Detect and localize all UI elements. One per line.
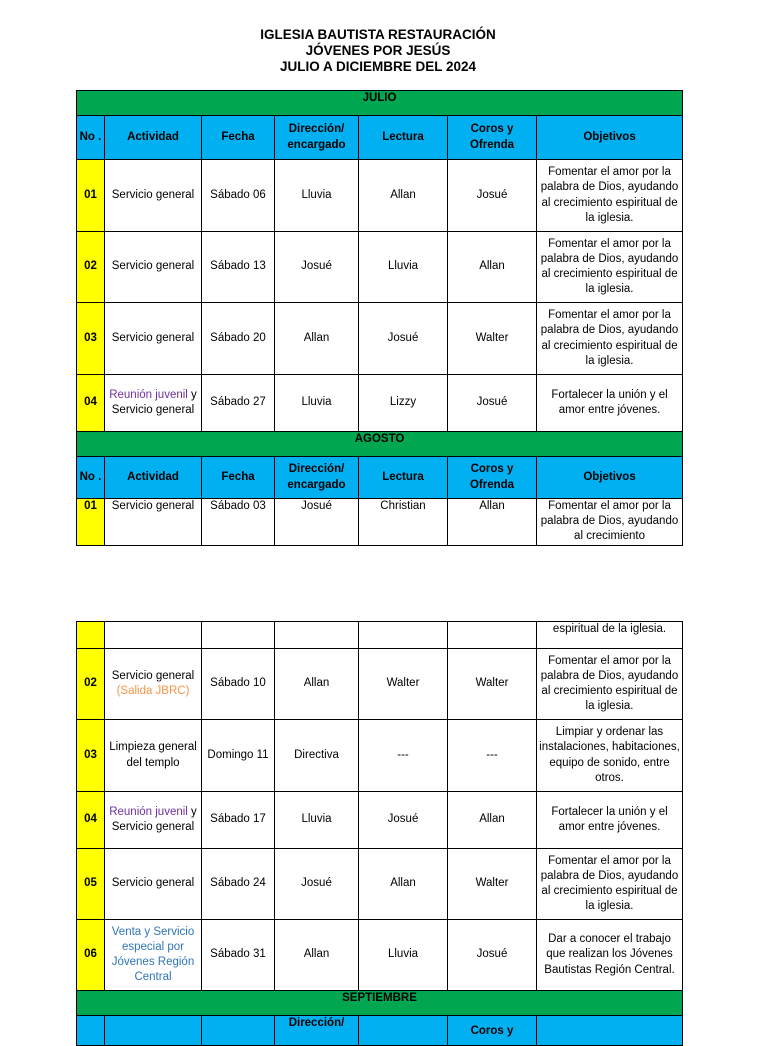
col-header-objetivos: Objetivos bbox=[537, 457, 683, 499]
table-row bbox=[77, 303, 683, 375]
actividad-highlight: (Salida JBRC) bbox=[116, 685, 190, 697]
row-actividad: Limpieza general del templo bbox=[105, 720, 202, 792]
row-number: 04 bbox=[77, 375, 105, 432]
row-objetivo: Fomentar el amor por la palabra de Dios, ayudando al crecimiento espiritual de la iglesia. bbox=[537, 303, 683, 375]
row-actividad bbox=[105, 375, 202, 432]
col-header-direccion: Dirección/ encargado bbox=[275, 457, 359, 499]
row-lectura: Walter bbox=[359, 649, 448, 720]
table-row bbox=[77, 920, 683, 991]
col-header-coros: Coros y Ofrenda bbox=[448, 457, 537, 499]
col-header-coros: Coros y bbox=[448, 1016, 537, 1046]
row-objetivo: Fortalecer la unión y el amor entre jóvenes. bbox=[537, 375, 683, 432]
row-lectura: --- bbox=[359, 720, 448, 792]
month-label: JULIO bbox=[77, 91, 683, 116]
col-header-no: No . bbox=[77, 116, 105, 160]
actividad-rest: y Servicio general bbox=[111, 388, 197, 416]
row-objetivo: Fomentar el amor por la palabra de Dios, ayudando al crecimiento espiritual de la iglesia. bbox=[537, 232, 683, 303]
schedule-table-page2 bbox=[76, 621, 683, 1046]
row-lectura: Lluvia bbox=[359, 920, 448, 991]
row-lectura: Allan bbox=[359, 160, 448, 232]
row-direccion: Directiva bbox=[275, 720, 359, 792]
row-actividad: Servicio general bbox=[105, 303, 202, 375]
row-direccion: Allan bbox=[275, 303, 359, 375]
document-header bbox=[0, 27, 756, 75]
col-header-fecha: Fecha bbox=[202, 116, 275, 160]
month-label: SEPTIEMBRE bbox=[77, 991, 683, 1016]
table-row-continued bbox=[77, 622, 683, 649]
col-header-actividad: Actividad bbox=[105, 116, 202, 160]
col-header-lectura: Lectura bbox=[359, 116, 448, 160]
table-header-row bbox=[77, 116, 683, 160]
row-coros: Josué bbox=[448, 160, 537, 232]
row-number: 03 bbox=[77, 720, 105, 792]
row-fecha: Sábado 10 bbox=[202, 649, 275, 720]
row-number: 05 bbox=[77, 849, 105, 920]
row-coros: Walter bbox=[448, 303, 537, 375]
row-direccion: Allan bbox=[275, 920, 359, 991]
row-actividad: Servicio general bbox=[105, 849, 202, 920]
row-actividad bbox=[105, 792, 202, 849]
row-coros: Walter bbox=[448, 649, 537, 720]
col-header-direccion: Dirección/ bbox=[275, 1016, 359, 1046]
group-name: JÓVENES POR JESÚS bbox=[305, 43, 451, 58]
row-objetivo: Fomentar el amor por la palabra de Dios, ayudando al crecimiento espiritual de la iglesia. bbox=[537, 160, 683, 232]
row-fecha: Sábado 13 bbox=[202, 232, 275, 303]
row-number: 01 bbox=[77, 499, 105, 546]
row-number: 02 bbox=[77, 649, 105, 720]
col-header-coros: Coros y Ofrenda bbox=[448, 116, 537, 160]
table-row bbox=[77, 375, 683, 432]
row-direccion: Lluvia bbox=[275, 375, 359, 432]
row-coros: Josué bbox=[448, 920, 537, 991]
month-row-septiembre bbox=[77, 991, 683, 1016]
row-lectura: Allan bbox=[359, 849, 448, 920]
row-objetivo: Fomentar el amor por la palabra de Dios, ayudando al crecimiento bbox=[537, 499, 683, 546]
row-fecha: Sábado 20 bbox=[202, 303, 275, 375]
table-row bbox=[77, 720, 683, 792]
row-number: 04 bbox=[77, 792, 105, 849]
row-fecha: Sábado 06 bbox=[202, 160, 275, 232]
col-header-actividad: Actividad bbox=[105, 457, 202, 499]
table-row bbox=[77, 499, 683, 546]
row-objetivo: Limpiar y ordenar las instalaciones, habitaciones, equipo de sonido, entre otros. bbox=[537, 720, 683, 792]
row-objetivo: Dar a conocer el trabajo que realizan los Jóvenes Bautistas Región Central. bbox=[537, 920, 683, 991]
row-actividad: Servicio general bbox=[105, 232, 202, 303]
row-fecha: Sábado 31 bbox=[202, 920, 275, 991]
col-header-objetivos: Objetivos bbox=[537, 116, 683, 160]
col-header-direccion: Dirección/ encargado bbox=[275, 116, 359, 160]
church-name: IGLESIA BAUTISTA RESTAURACIÓN bbox=[260, 27, 496, 42]
col-header-fecha: Fecha bbox=[202, 457, 275, 499]
row-number: 02 bbox=[77, 232, 105, 303]
row-direccion: Lluvia bbox=[275, 160, 359, 232]
actividad-highlight: Reunión juvenil bbox=[109, 805, 188, 818]
table-row bbox=[77, 792, 683, 849]
table-header-row bbox=[77, 1016, 683, 1046]
row-number: 06 bbox=[77, 920, 105, 991]
row-direccion: Allan bbox=[275, 649, 359, 720]
col-header-lectura: Lectura bbox=[359, 457, 448, 499]
actividad-highlight: Reunión juvenil bbox=[109, 388, 188, 401]
row-coros: Allan bbox=[448, 792, 537, 849]
table-row bbox=[77, 649, 683, 720]
row-fecha: Sábado 27 bbox=[202, 375, 275, 432]
row-direccion: Josué bbox=[275, 499, 359, 546]
row-coros: Allan bbox=[448, 232, 537, 303]
row-objetivo: Fortalecer la unión y el amor entre jóvenes. bbox=[537, 792, 683, 849]
month-row-julio bbox=[77, 91, 683, 116]
table-row bbox=[77, 849, 683, 920]
row-lectura: Lluvia bbox=[359, 232, 448, 303]
row-direccion: Josué bbox=[275, 232, 359, 303]
row-lectura: Christian bbox=[359, 499, 448, 546]
table-header-row bbox=[77, 457, 683, 499]
row-lectura: Lizzy bbox=[359, 375, 448, 432]
row-coros: Josué bbox=[448, 375, 537, 432]
row-actividad: Servicio general bbox=[105, 499, 202, 546]
row-objetivo: Fomentar el amor por la palabra de Dios, ayudando al crecimiento espiritual de la iglesia. bbox=[537, 849, 683, 920]
row-fecha: Sábado 03 bbox=[202, 499, 275, 546]
row-direccion: Lluvia bbox=[275, 792, 359, 849]
row-coros: --- bbox=[448, 720, 537, 792]
row-coros: Walter bbox=[448, 849, 537, 920]
row-fecha: Sábado 24 bbox=[202, 849, 275, 920]
actividad-rest: y Servicio general bbox=[111, 805, 197, 833]
table-row bbox=[77, 232, 683, 303]
row-actividad: Servicio general bbox=[105, 160, 202, 232]
period-title: JULIO A DICIEMBRE DEL 2024 bbox=[279, 59, 477, 74]
row-objetivo: espiritual de la iglesia. bbox=[537, 622, 683, 649]
month-row-agosto bbox=[77, 432, 683, 457]
row-actividad bbox=[105, 649, 202, 720]
row-coros: Allan bbox=[448, 499, 537, 546]
row-actividad: Venta y Servicio especial por Jóvenes Región Central bbox=[105, 920, 202, 991]
row-lectura: Josué bbox=[359, 303, 448, 375]
row-number: 01 bbox=[77, 160, 105, 232]
row-number: 03 bbox=[77, 303, 105, 375]
actividad-main: Servicio general bbox=[111, 669, 195, 682]
row-direccion: Josué bbox=[275, 849, 359, 920]
row-fecha: Sábado 17 bbox=[202, 792, 275, 849]
row-fecha: Domingo 11 bbox=[202, 720, 275, 792]
schedule-table-page1 bbox=[76, 90, 683, 546]
row-objetivo: Fomentar el amor por la palabra de Dios, ayudando al crecimiento espiritual de la iglesia. bbox=[537, 649, 683, 720]
month-label: AGOSTO bbox=[77, 432, 683, 457]
row-lectura: Josué bbox=[359, 792, 448, 849]
row-number bbox=[77, 622, 105, 649]
table-row bbox=[77, 160, 683, 232]
col-header-no: No . bbox=[77, 457, 105, 499]
